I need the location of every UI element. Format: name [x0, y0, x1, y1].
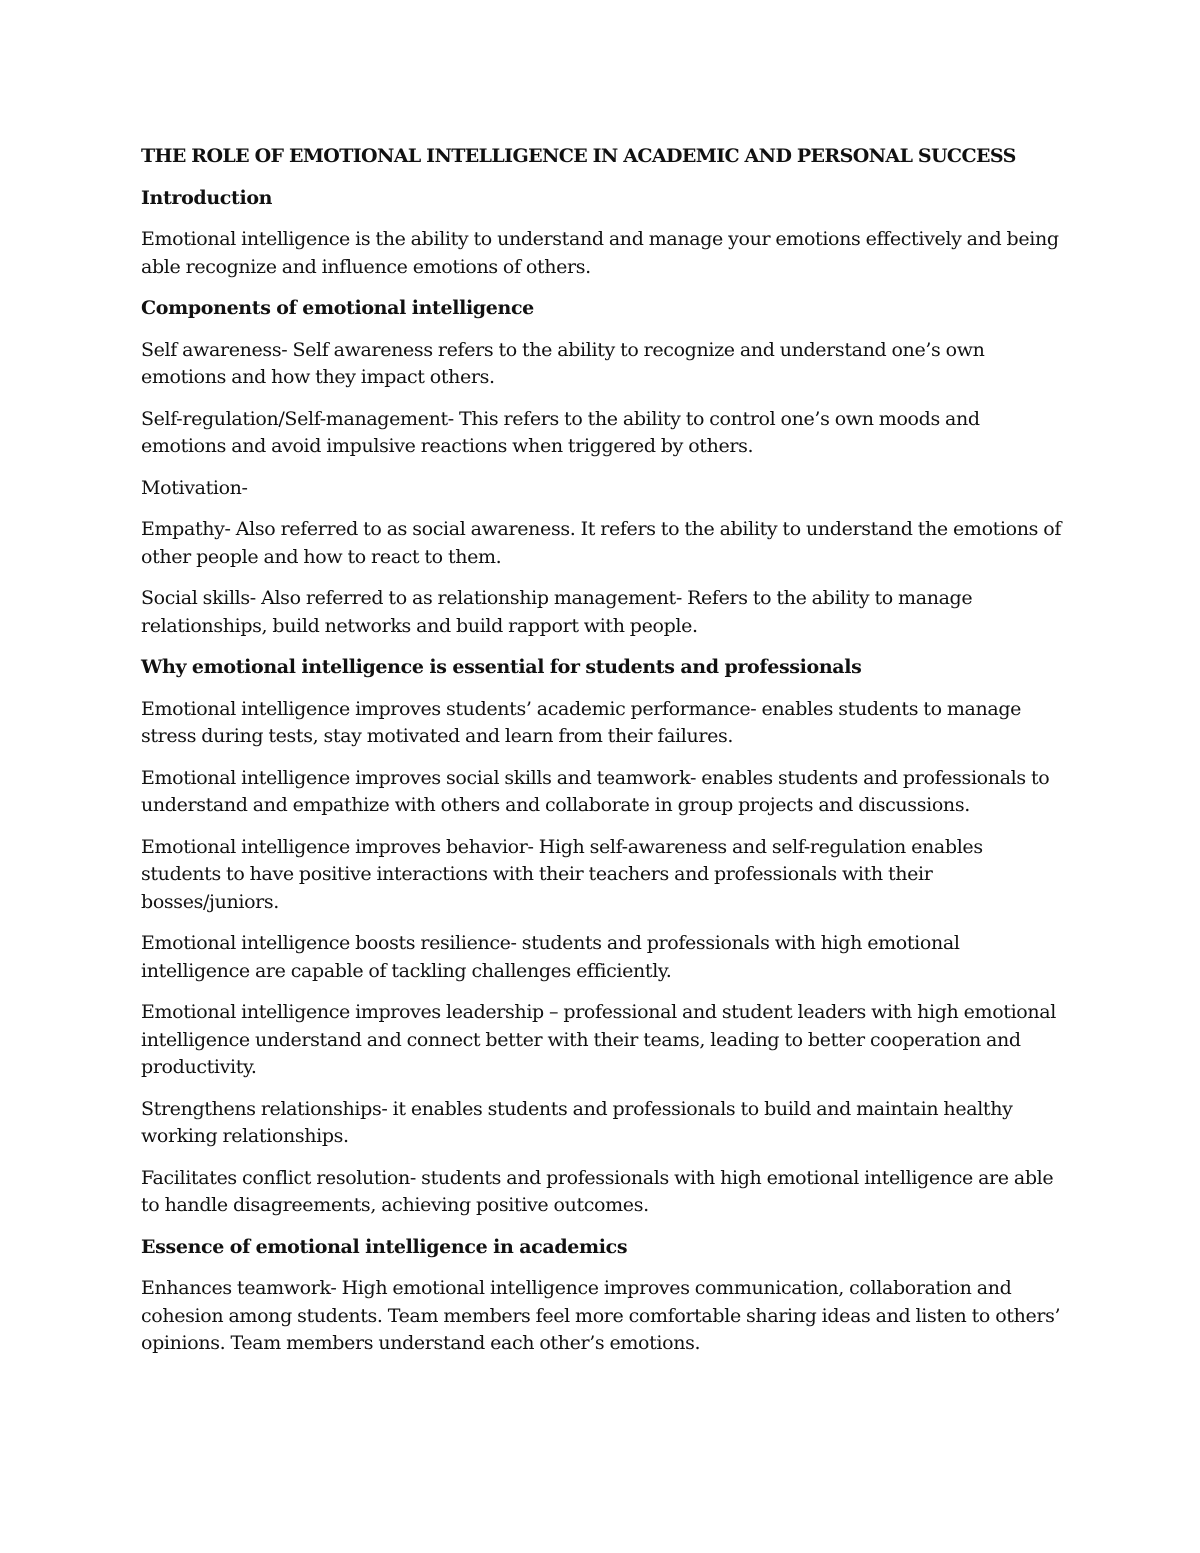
paragraph-social-skills: Social skills- Also referred to as relationship management- Refers to the ability to manage relationships, build networks and build rapport with people.	[141, 587, 973, 637]
paragraph-behavior: Emotional intelligence improves behavior- High self-awareness and self-regulation enables students to have positive interactions with their teachers and professionals with their bosses/juniors.	[141, 835, 983, 913]
section-heading-academics: Essence of emotional intelligence in academics	[141, 1235, 628, 1258]
paragraph-self-regulation: Self-regulation/Self-management- This refers to the ability to control one’s own moods and emotions and avoid impulsive reactions when triggered by others.	[141, 407, 980, 457]
document-title: THE ROLE OF EMOTIONAL INTELLIGENCE IN ACADEMIC AND PERSONAL SUCCESS	[141, 145, 1016, 167]
paragraph-relationships: Strengthens relationships- it enables students and professionals to build and maintain healthy working relationships.	[141, 1097, 1013, 1147]
paragraph-motivation: Motivation-	[141, 476, 248, 499]
paragraph-introduction: Emotional intelligence is the ability to understand and manage your emotions effectively and being able recognize and influence emotions of others.	[141, 228, 1059, 278]
paragraph-self-awareness: Self awareness- Self awareness refers to the ability to recognize and understand one’s own emotions and how they impact others.	[141, 338, 985, 388]
section-heading-introduction: Introduction	[141, 186, 273, 209]
paragraph-academic-performance: Emotional intelligence improves students’ academic performance- enables students to manage stress during tests, stay motivated and learn from their failures.	[141, 697, 1022, 747]
paragraph-social-teamwork: Emotional intelligence improves social skills and teamwork- enables students and professionals to understand and empathize with others and collaborate in group projects and discussions.	[141, 766, 1050, 816]
document-body	[141, 143, 1061, 1372]
paragraph-leadership: Emotional intelligence improves leadership – professional and student leaders with high emotional intelligence understand and connect better with their teams, leading to better cooperation and productivity.	[141, 1001, 1056, 1078]
section-heading-why-essential: Why emotional intelligence is essential for students and professionals	[141, 656, 862, 678]
paragraph-conflict-resolution: Facilitates conflict resolution- students and professionals with high emotional intelligence are able to handle disagreements, achieving positive outcomes.	[141, 1166, 1054, 1216]
paragraph-empathy: Empathy- Also referred to as social awareness. It refers to the ability to understand the emotions of other people and how to react to them.	[141, 518, 1062, 568]
paragraph-resilience: Emotional intelligence boosts resilience- students and professionals with high emotional intelligence are capable of tackling challenges efficiently.	[141, 932, 960, 982]
section-heading-components: Components of emotional intelligence	[141, 297, 534, 319]
paragraph-teamwork: Enhances teamwork- High emotional intelligence improves communication, collaboration and cohesion among students. Team members feel more comfortable sharing ideas and listen to others’ opinions. Team members understand each other’s emotions.	[141, 1277, 1061, 1354]
